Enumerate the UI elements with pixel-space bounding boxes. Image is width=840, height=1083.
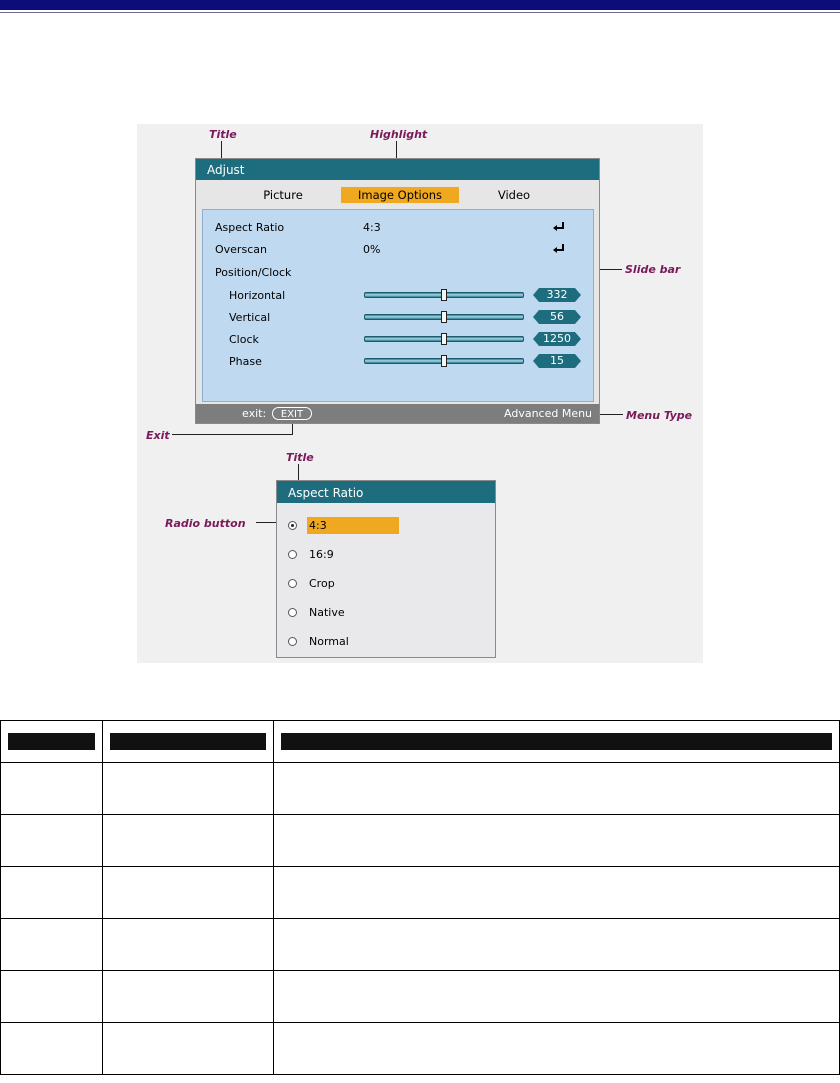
aspect-ratio-label[interactable]: Aspect Ratio xyxy=(215,221,285,234)
table-cell xyxy=(103,867,274,919)
enter-icon[interactable] xyxy=(553,222,565,232)
table-row xyxy=(1,971,840,1023)
table-cell xyxy=(274,867,840,919)
callout-menu-type: Menu Type xyxy=(626,409,693,422)
slider-thumb[interactable] xyxy=(441,289,447,301)
exit-label: exit: xyxy=(242,407,267,420)
slider-thumb[interactable] xyxy=(441,311,447,323)
table-header-row xyxy=(1,721,840,763)
header-bar-shape xyxy=(110,733,266,750)
table-header-cell xyxy=(103,721,274,763)
table-cell xyxy=(1,1023,103,1075)
option-label: Normal xyxy=(309,635,349,648)
callout-slide-bar: Slide bar xyxy=(625,263,681,276)
vertical-slider[interactable] xyxy=(364,312,524,322)
callout-highlight: Highlight xyxy=(370,128,428,141)
aspect-ratio-submenu xyxy=(276,480,496,658)
clock-slider[interactable] xyxy=(364,334,524,344)
radio-button[interactable] xyxy=(288,579,297,588)
phase-label: Phase xyxy=(229,355,262,368)
table-cell xyxy=(103,919,274,971)
option-4-3[interactable] xyxy=(277,517,495,534)
callout-radio-button: Radio button xyxy=(165,517,246,530)
table-cell xyxy=(1,815,103,867)
enter-icon[interactable] xyxy=(553,244,565,254)
table-cell xyxy=(1,867,103,919)
radio-button[interactable] xyxy=(288,637,297,646)
clock-label: Clock xyxy=(229,333,259,346)
clock-value: 1250 xyxy=(543,332,571,345)
menu-footer xyxy=(196,404,599,423)
phase-slider[interactable] xyxy=(364,356,524,366)
table-cell xyxy=(1,763,103,815)
settings-panel xyxy=(202,209,594,402)
submenu-title: Aspect Ratio xyxy=(277,481,495,503)
option-16-9[interactable] xyxy=(277,546,495,563)
callout-line-exit-h xyxy=(172,434,293,435)
menu-type-label: Advanced Menu xyxy=(504,407,593,420)
table-cell xyxy=(274,763,840,815)
table-cell xyxy=(1,919,103,971)
table-header-cell xyxy=(274,721,840,763)
tab-image-options[interactable]: Image Options xyxy=(341,187,459,203)
table-row xyxy=(1,867,840,919)
table-header-cell xyxy=(1,721,103,763)
radio-button[interactable] xyxy=(288,608,297,617)
option-label: Crop xyxy=(309,577,335,590)
header-rule xyxy=(0,12,840,13)
table-cell xyxy=(103,763,274,815)
table-cell xyxy=(103,815,274,867)
slider-thumb[interactable] xyxy=(441,333,447,345)
horizontal-label: Horizontal xyxy=(229,289,286,302)
option-label: Native xyxy=(309,606,345,619)
exit-button[interactable]: EXIT xyxy=(272,407,312,420)
tab-video[interactable]: Video xyxy=(497,188,531,202)
position-clock-label: Position/Clock xyxy=(215,266,292,279)
phase-value: 15 xyxy=(550,354,564,367)
table-cell xyxy=(274,919,840,971)
radio-button-selected[interactable] xyxy=(288,521,297,530)
radio-button[interactable] xyxy=(288,550,297,559)
slider-thumb[interactable] xyxy=(441,355,447,367)
vertical-value-badge xyxy=(533,310,581,324)
option-crop[interactable] xyxy=(277,575,495,592)
table-cell xyxy=(274,971,840,1023)
table-cell xyxy=(274,815,840,867)
horizontal-value-badge xyxy=(533,288,581,302)
table-cell xyxy=(274,1023,840,1075)
table-row xyxy=(1,815,840,867)
header-bar-shape xyxy=(281,733,832,750)
horizontal-slider[interactable] xyxy=(364,290,524,300)
aspect-ratio-value: 4:3 xyxy=(363,221,381,234)
menu-title: Adjust xyxy=(196,159,599,180)
option-label: 16:9 xyxy=(309,548,334,561)
phase-value-badge xyxy=(533,354,581,368)
overscan-label[interactable]: Overscan xyxy=(215,243,267,256)
table-cell xyxy=(1,971,103,1023)
callout-exit: Exit xyxy=(146,429,170,442)
header-bar xyxy=(0,0,840,10)
clock-value-badge xyxy=(533,332,581,346)
header-bar-shape xyxy=(8,733,95,750)
option-label: 4:3 xyxy=(307,517,399,534)
option-normal[interactable] xyxy=(277,633,495,650)
horizontal-value: 332 xyxy=(546,288,568,301)
vertical-label: Vertical xyxy=(229,311,271,324)
table-row xyxy=(1,1023,840,1075)
overscan-value: 0% xyxy=(363,243,381,256)
option-native[interactable] xyxy=(277,604,495,621)
callout-title-sub: Title xyxy=(286,451,314,464)
vertical-value: 56 xyxy=(550,310,564,323)
table-cell xyxy=(103,971,274,1023)
table-row xyxy=(1,919,840,971)
table-row xyxy=(1,763,840,815)
table-cell xyxy=(103,1023,274,1075)
tab-picture[interactable]: Picture xyxy=(263,188,303,202)
adjust-menu-window xyxy=(195,158,600,424)
callout-title-main: Title xyxy=(209,128,237,141)
description-table xyxy=(0,720,840,1075)
